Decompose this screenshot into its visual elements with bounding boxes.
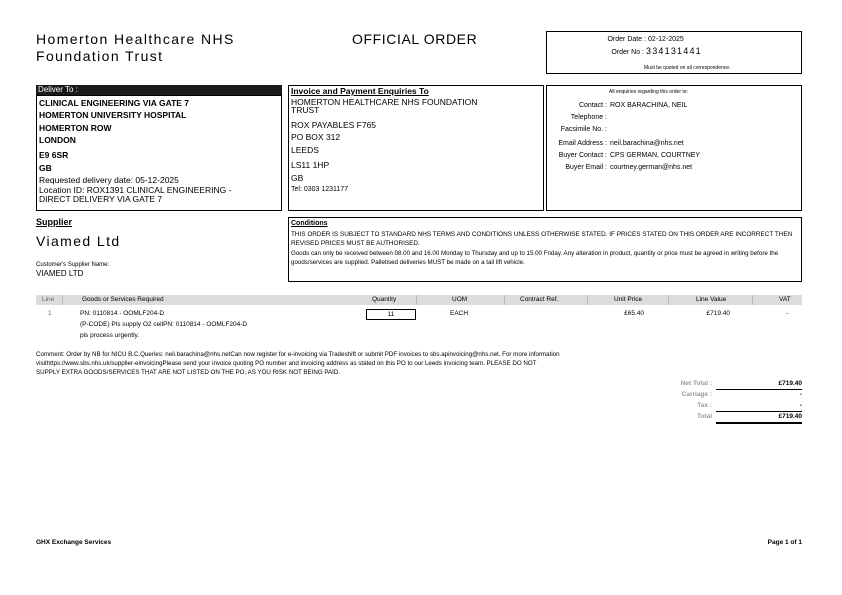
row-vat: -	[786, 310, 789, 317]
invoice-line-4: PO BOX 312	[291, 132, 341, 142]
col-header-contract: Contract Ref.	[520, 296, 559, 303]
comment-block	[36, 350, 560, 377]
footer-left: GHX Exchange Services	[36, 539, 112, 546]
conditions-heading: Conditions	[291, 220, 328, 227]
email-value: neil.barachina@nhs.net	[610, 140, 684, 147]
row-desc-3: pls process urgently.	[80, 332, 140, 339]
order-date-label: Order Date :	[607, 36, 646, 43]
total-label: Total	[696, 413, 712, 420]
row-uom: EACH	[450, 310, 469, 317]
email-label: Email Address :	[558, 140, 607, 147]
comment-line-3: SUPPLY EXTRA GOODS/SERVICES THAT ARE NOT LISTED ON THE PO, AS YOU RISK NOT BEING PAID.	[36, 369, 341, 376]
comment-line-1: Comment: Order by NB for NICU B.C.Queries: neil.barachina@nhs.netCan now register for e-invoicing via Tradeshift or submit PDF invoices to sbs.apinvoicing@nhs.net. For more information	[36, 351, 560, 358]
carriage-label: Carriage :	[681, 391, 712, 398]
total-value: £719.40	[778, 413, 802, 420]
deliver-line-5: E9 6SR	[39, 150, 69, 160]
buyer-contact-label: Buyer Contact :	[558, 152, 607, 159]
deliver-line-1: CLINICAL ENGINEERING VIA GATE 7	[39, 98, 190, 108]
invoice-line-3: ROX PAYABLES F765	[291, 120, 377, 130]
deliver-line-4: LONDON	[39, 135, 76, 145]
comment-line-2: visithttps://www.sbs.nhs.uk/supplier-einvoicingPlease send your invoice quoting PO number and invoicing address as stated on this PO to our Leeds invoicing team. PLEASE DO NOT	[36, 360, 537, 367]
contact-box	[546, 85, 802, 211]
conditions-paragraph-2: Goods can only be received between 08.00 and 16.00 Monday to Thursday and up to 15.00 Friday. Any alteration in product, quantity or price must be agreed in writing before the goods/services are supplied. Palletised deliveries MUST be made on a tail lift vehicle.	[291, 250, 779, 266]
row-unit-price: £65.40	[624, 310, 644, 317]
order-number-label: Order No :	[611, 49, 644, 56]
row-quantity: 11	[366, 309, 416, 320]
deliver-line-7: Requested delivery date: 05-12-2025	[39, 175, 179, 185]
deliver-line-9: DIRECT DELIVERY VIA GATE 7	[39, 194, 163, 204]
invoice-tel: Tel: 0303 1231177	[291, 186, 349, 193]
items-table-header	[36, 295, 802, 305]
contact-label: Contact :	[578, 102, 607, 109]
order-info-box	[546, 31, 802, 74]
deliver-line-8: Location ID: ROX1391 CLINICAL ENGINEERING -	[39, 185, 232, 195]
col-header-vat: VAT	[779, 296, 791, 303]
page-number: Page 1 of 1	[767, 539, 802, 546]
net-total-label: Net Total :	[680, 380, 712, 387]
deliver-to-box	[36, 95, 282, 211]
customer-supplier-label: Customer's Supplier Name:	[36, 262, 110, 268]
net-total-value: £719.40	[778, 380, 802, 387]
organisation-name	[36, 31, 235, 65]
carriage-value: -	[799, 391, 802, 398]
organisation-name-line1: Homerton Healthcare NHS	[36, 31, 235, 47]
order-number-value: 334131441	[646, 46, 702, 56]
contact-value: ROX BARACHINA, NEIL	[610, 102, 688, 109]
invoice-line-1: HOMERTON HEALTHCARE NHS FOUNDATION	[291, 97, 478, 107]
invoice-line-2: TRUST	[291, 105, 320, 115]
customer-supplier-value: VIAMED LTD	[36, 269, 84, 278]
organisation-name-line2: Foundation Trust	[36, 48, 164, 64]
col-header-line: Line	[42, 296, 55, 303]
deliver-line-3: HOMERTON ROW	[39, 123, 112, 133]
conditions-paragraph-1: THIS ORDER IS SUBJECT TO STANDARD NHS TERMS AND CONDITIONS UNLESS OTHERWISE STATED. IF PRICES STATED ON THIS ORDER ARE INCORRECT THEN REVISED PRICES MUST BE AUTHORISED.	[291, 231, 793, 247]
col-header-uom: UOM	[452, 296, 468, 303]
tax-label: Tax :	[697, 402, 712, 409]
row-desc-2: (P-CODE) Pls supply O2 cellPN: 0110814 - OOMLF204-D	[80, 321, 248, 328]
col-header-goods: Goods or Services Required	[82, 296, 164, 303]
order-note: Must be quoted on all correspondence.	[644, 65, 731, 71]
page-title: OFFICIAL ORDER	[352, 31, 478, 47]
supplier-heading: Supplier	[36, 217, 73, 227]
col-header-line-value: Line Value	[696, 296, 727, 303]
row-desc-1: PN: 0110814 - OOMLF204-D	[80, 310, 165, 317]
invoice-box	[288, 85, 544, 211]
deliver-line-2: HOMERTON UNIVERSITY HOSPITAL	[39, 110, 187, 120]
buyer-email-label: Buyer Email :	[565, 164, 607, 171]
deliver-to-heading: Deliver To :	[36, 85, 282, 95]
row-line-value: £719.40	[706, 310, 730, 317]
invoice-heading: Invoice and Payment Enquiries To	[291, 86, 429, 96]
col-header-unit-price: Unit Price	[614, 296, 643, 303]
buyer-contact-value: CPS GERMAN, COURTNEY	[610, 152, 701, 159]
invoice-line-6: LS11 1HP	[291, 160, 330, 170]
telephone-label: Telephone :	[570, 114, 607, 121]
row-line-number: 1	[48, 310, 52, 317]
contact-heading: All enquiries regarding this order to:	[609, 89, 688, 95]
invoice-line-5: LEEDS	[291, 145, 319, 155]
order-date-value: 02-12-2025	[648, 36, 684, 43]
conditions-box	[288, 217, 802, 282]
col-header-quantity: Quantity	[372, 296, 397, 303]
supplier-name: Viamed Ltd	[36, 233, 121, 249]
invoice-line-7: GB	[291, 173, 304, 183]
deliver-line-6: GB	[39, 163, 52, 173]
tax-value: -	[799, 402, 802, 409]
facsimile-label: Facsimile No. :	[560, 126, 607, 133]
buyer-email-value: courtney.german@nhs.net	[610, 164, 693, 171]
